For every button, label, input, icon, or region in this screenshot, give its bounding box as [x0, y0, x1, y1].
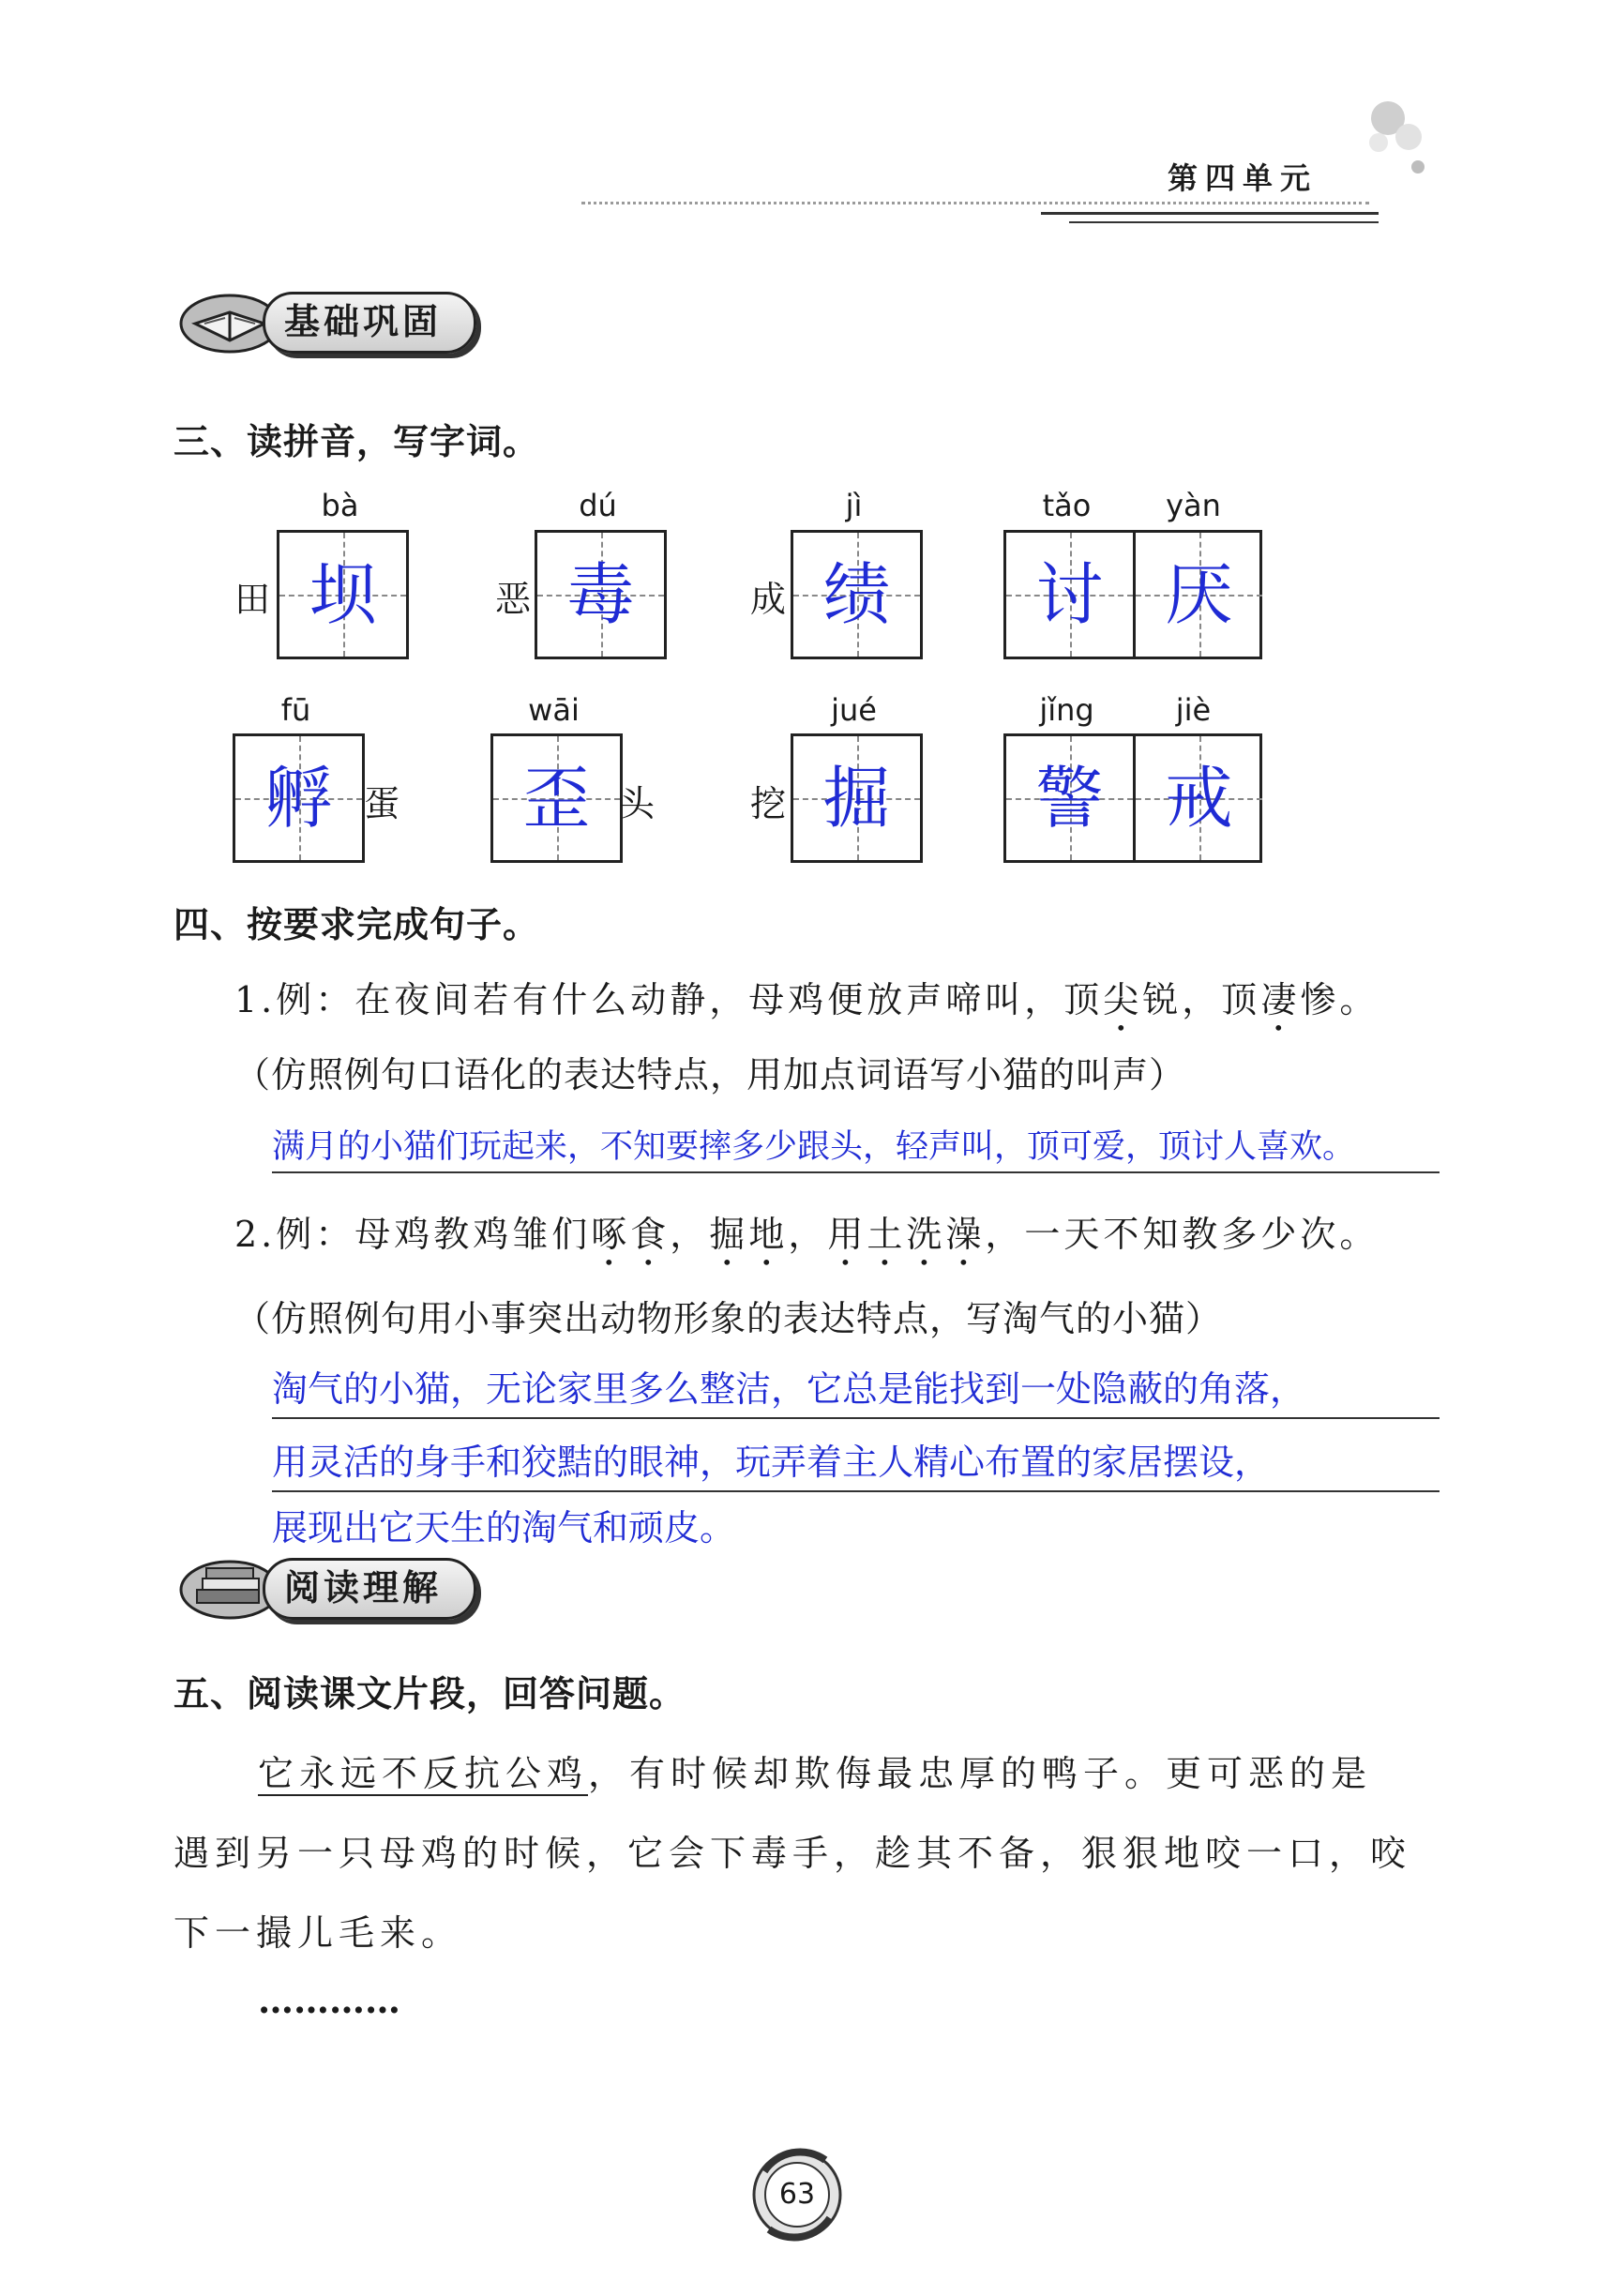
dotted-char: 澡: [945, 1214, 986, 1255]
bubble-decoration-icon: [1350, 94, 1435, 178]
example-sentence-2: 2.例：母鸡教鸡雏们啄食，掘地，用土洗澡，一天不知教多少次。: [234, 1214, 1379, 1255]
section-banner-jichu: [178, 286, 572, 352]
prefix-char: 田: [234, 579, 271, 620]
pinyin: jǐng: [1039, 692, 1094, 728]
answer-char: 毒: [566, 555, 635, 634]
instruction-hint: （仿照例句口语化的表达特点，用加点词语写小猫的叫声）: [234, 1054, 1186, 1095]
question-title: 五、阅读课文片段，回答问题。: [173, 1673, 686, 1714]
writing-box: [490, 733, 623, 863]
dotted-char: 啄: [591, 1214, 631, 1255]
answer-char: 讨: [1035, 555, 1104, 634]
section-title: 阅读理解: [263, 1558, 476, 1620]
suffix-char: 蛋: [364, 783, 400, 824]
pinyin: bà: [321, 488, 359, 523]
writing-box: [233, 733, 365, 863]
pinyin: jiè: [1175, 692, 1212, 728]
pinyin: dú: [579, 488, 617, 523]
suffix-char: 头: [619, 783, 656, 824]
writing-box: [277, 530, 409, 659]
passage-line: 它永远不反抗公鸡，有时候却欺侮最忠厚的鸭子。更可恶的是: [258, 1753, 1373, 1794]
answer-line: 展现出它天生的淘气和顽皮。: [272, 1507, 736, 1548]
answer-char: 坝: [309, 555, 377, 634]
passage-line: 遇到另一只母鸡的时候，它会下毒手，趁其不备，狠狠地咬一口，咬: [173, 1833, 1412, 1874]
dotted-char: 地: [748, 1214, 789, 1255]
prefix-char: 恶: [495, 579, 532, 620]
pinyin: jué: [831, 692, 877, 728]
pinyin: tǎo: [1042, 488, 1092, 523]
writing-box: [535, 530, 667, 659]
pinyin: yàn: [1166, 488, 1221, 523]
writing-box: [1003, 733, 1262, 863]
dotted-char: 尖: [1103, 979, 1143, 1020]
header-rule: [1041, 212, 1379, 215]
dotted-char: 土: [867, 1214, 907, 1255]
ellipsis: …………: [258, 1979, 400, 2021]
prefix-char: 挖: [750, 783, 787, 824]
answer-char: 孵: [264, 759, 333, 838]
dotted-char: 用: [827, 1214, 867, 1255]
header-rule: [1069, 221, 1379, 223]
dotted-char: 食: [630, 1214, 671, 1255]
writing-box: [791, 530, 923, 659]
header-divider: [581, 202, 1369, 204]
prefix-char: 成: [750, 579, 787, 620]
question-title: 四、按要求完成句子。: [173, 904, 540, 945]
instruction-hint: （仿照例句用小事突出动物形象的表达特点，写淘气的小猫）: [234, 1298, 1223, 1339]
dotted-char: 掘: [709, 1214, 749, 1255]
pinyin: wāi: [528, 692, 580, 728]
passage-line: 下一撮儿毛来。: [173, 1912, 463, 1954]
section-banner-yuedu: [178, 1552, 572, 1618]
writing-box: [791, 733, 923, 863]
page-number: 63: [778, 2178, 816, 2211]
example-sentence-1: 1.例：在夜间若有什么动静，母鸡便放声啼叫，顶尖锐，顶凄惨。: [234, 979, 1379, 1020]
underlined-phrase: 它永远不反抗公鸡: [258, 1753, 589, 1794]
section-title: 基础巩固: [263, 292, 476, 354]
answer-char: 绩: [822, 555, 891, 634]
pinyin: jì: [845, 488, 863, 523]
answer-char: 歪: [522, 759, 591, 838]
dotted-char: 凄: [1260, 979, 1301, 1020]
dotted-char: 洗: [906, 1214, 946, 1255]
answer-line: 用灵活的身手和狡黠的眼神，玩弄着主人精心布置的家居摆设，: [272, 1433, 1440, 1492]
answer-char: 警: [1035, 759, 1104, 838]
question-title: 三、读拼音，写字词。: [173, 421, 540, 462]
header-decoration: [1350, 94, 1435, 178]
unit-title: 第四单元: [1168, 160, 1319, 196]
answer-char: 掘: [822, 759, 891, 838]
answer-char: 戒: [1165, 759, 1233, 838]
answer-line: 满月的小猫们玩起来，不知要摔多少跟头，轻声叫，顶可爱，顶讨人喜欢。: [272, 1121, 1440, 1173]
answer-line: 淘气的小猫，无论家里多么整洁，它总是能找到一处隐蔽的角落，: [272, 1360, 1440, 1419]
pinyin: fū: [280, 692, 311, 728]
page-number-badge: [746, 2143, 849, 2246]
writing-box: [1003, 530, 1262, 659]
answer-char: 厌: [1165, 555, 1233, 634]
